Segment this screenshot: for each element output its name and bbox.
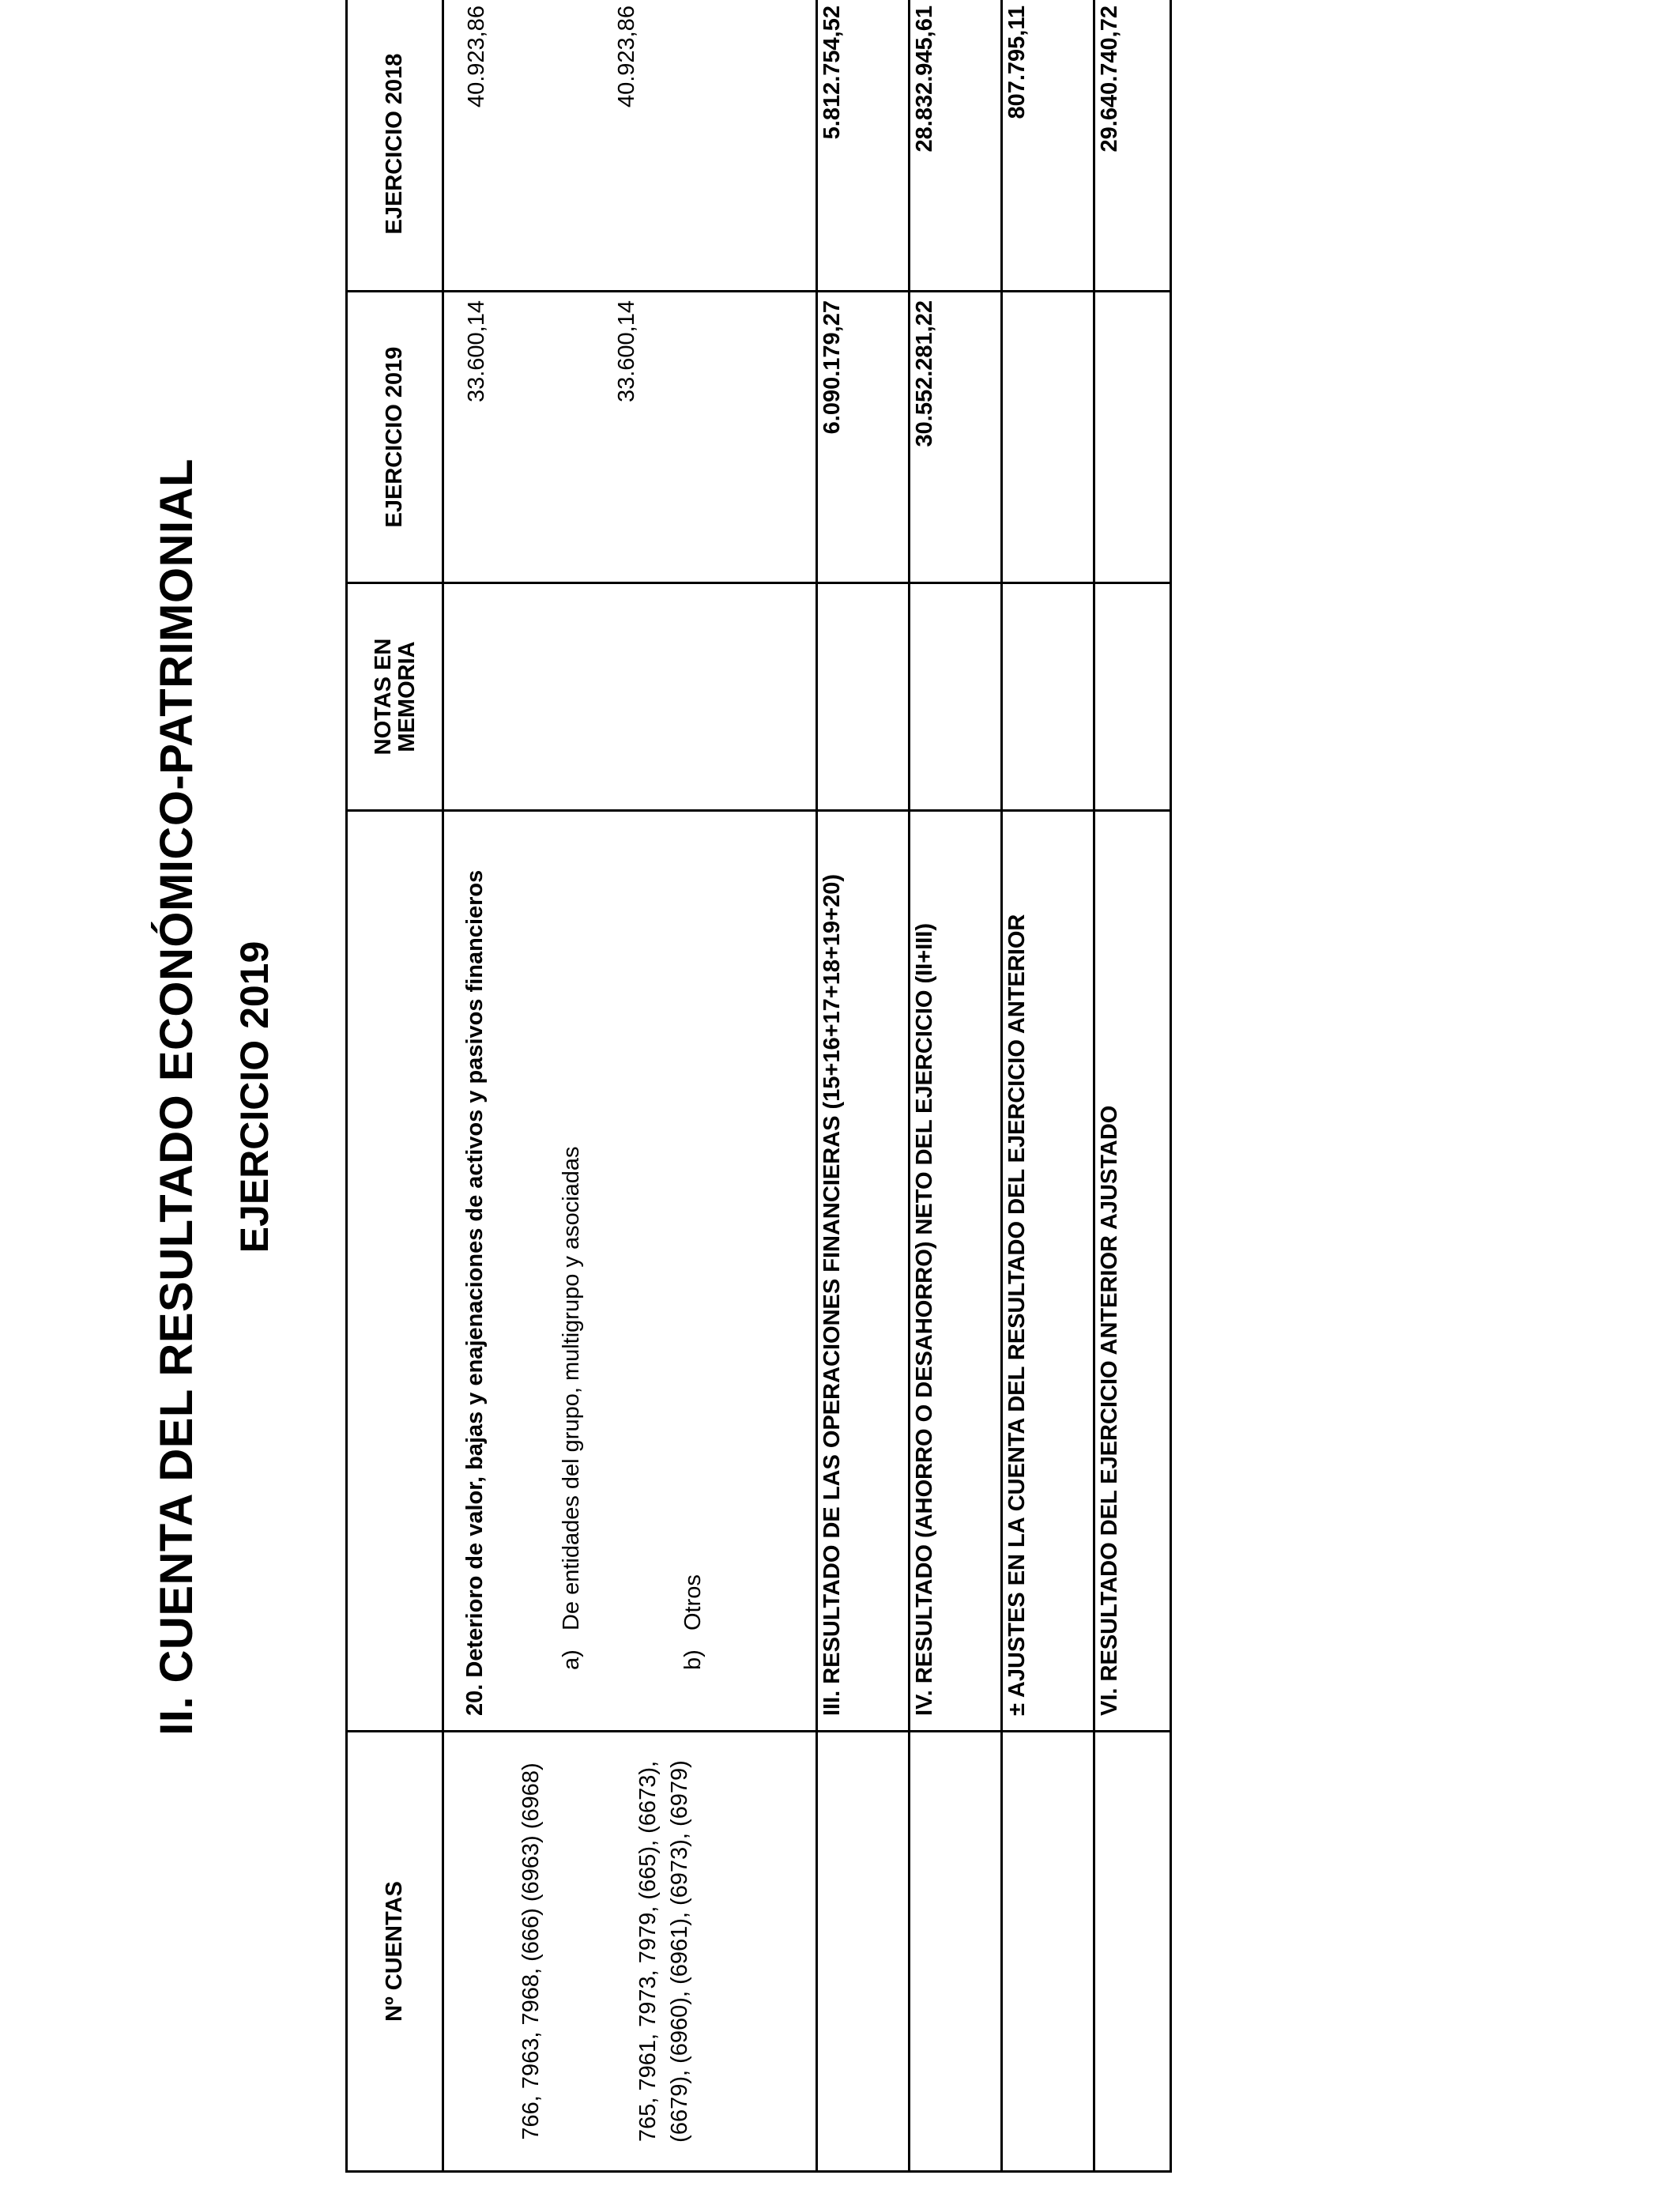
- header-concepto: [347, 811, 443, 1732]
- result-2018: 5.812.754,52: [817, 0, 910, 292]
- value-2019-item: 33.600,14: [614, 300, 639, 403]
- header-notas: NOTAS EN MEMORIA: [347, 583, 443, 811]
- result-2019: [1094, 292, 1171, 583]
- table-row: [1002, 0, 1094, 2172]
- result-2018: 29.640.740,72: [1094, 0, 1171, 292]
- result-2018: 28.832.945,61: [910, 0, 1002, 292]
- header-cuentas: Nº CUENTAS: [347, 1732, 443, 2172]
- result-2019: [1002, 292, 1094, 583]
- ejercicio-2018-cell: [443, 0, 817, 292]
- result-2019: 30.552.281,22: [910, 292, 1002, 583]
- notas-cell: [443, 583, 817, 811]
- table-row: [443, 0, 817, 2172]
- header-ejercicio-2018: EJERCICIO 2018: [347, 0, 443, 292]
- cuentas-item-a: 766, 7963, 7968, (666) (6963) (6968): [518, 1762, 544, 2140]
- ejercicio-2019-cell: [443, 292, 817, 583]
- cuentas-item-b: 765, 7961, 7973, 7979, (665), (6673), (6679), (6960), (6961), (6973), (6979): [635, 1760, 692, 2143]
- result-2018: 807.795,11: [1002, 0, 1094, 292]
- result-2019: 6.090.179,27: [817, 292, 910, 583]
- concepto-cell: [443, 811, 817, 1732]
- concepto-heading: 20. Deterioro de valor, bajas y enajenaciones de activos y pasivos financieros: [462, 869, 488, 1716]
- cuentas-cell: [443, 1732, 817, 2172]
- value-2018-item: 40.923,86: [614, 6, 639, 108]
- table-row: [910, 0, 1002, 2172]
- value-2019-total: 33.600,14: [464, 300, 489, 403]
- page-subtitle: EJERCICIO 2019: [232, 941, 277, 1253]
- header-row: [347, 0, 443, 2172]
- concepto-item-b: b) Otros: [680, 1574, 706, 1670]
- result-label: IV. RESULTADO (AHORRO O DESAHORRO) NETO DEL EJERCICIO (II+III): [910, 811, 1002, 1732]
- header-ejercicio-2019: EJERCICIO 2019: [347, 292, 443, 583]
- result-label: VI. RESULTADO DEL EJERCICIO ANTERIOR AJUSTADO: [1094, 811, 1171, 1732]
- result-label: III. RESULTADO DE LAS OPERACIONES FINANCIERAS (15+16+17+18+19+20): [817, 811, 910, 1732]
- result-label: ± AJUSTES EN LA CUENTA DEL RESULTADO DEL EJERCICIO ANTERIOR: [1002, 811, 1094, 1732]
- table-row: [817, 0, 910, 2172]
- value-2018-total: 40.923,86: [464, 6, 489, 108]
- result-table: [345, 0, 1172, 2173]
- page-title: II. CUENTA DEL RESULTADO ECONÓMICO-PATRIMONIAL: [151, 458, 202, 1736]
- table-row: [1094, 0, 1171, 2172]
- concepto-item-a: a) De entidades del grupo, multigrupo y asociadas: [559, 1146, 584, 1670]
